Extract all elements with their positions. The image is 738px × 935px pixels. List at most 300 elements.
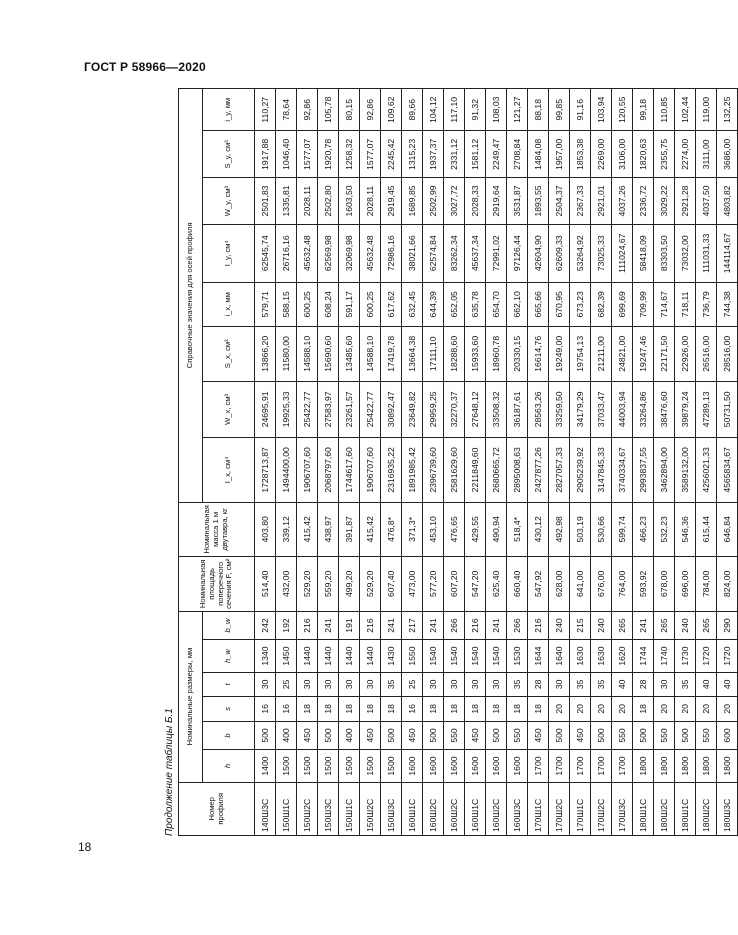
table-cell: 3462894,00 bbox=[654, 438, 675, 502]
table-cell: 1730 bbox=[675, 640, 696, 672]
table-cell: 23649,82 bbox=[402, 381, 423, 438]
table-cell: 1340 bbox=[255, 640, 276, 672]
table-cell: 15690,60 bbox=[318, 327, 339, 381]
table-cell: 1400 bbox=[255, 750, 276, 782]
table-cell: 550 bbox=[612, 721, 633, 750]
table-cell: 500 bbox=[381, 721, 402, 750]
profile-number-cell: 180Ш2С bbox=[654, 782, 675, 835]
table-cell: 216 bbox=[465, 611, 486, 640]
header-hw: h_w bbox=[203, 640, 255, 672]
header-reference: Справочные значения для осей профиля bbox=[179, 89, 203, 503]
table-cell: 1893,55 bbox=[528, 178, 549, 225]
table-cell: 1315,23 bbox=[402, 131, 423, 178]
table-cell: 216 bbox=[528, 611, 549, 640]
table-cell: 241 bbox=[381, 611, 402, 640]
table-cell: 500 bbox=[633, 721, 654, 750]
table-cell: 2249,47 bbox=[486, 131, 507, 178]
profile-number-cell: 160Ш3С bbox=[507, 782, 528, 835]
table-cell: 1603,50 bbox=[339, 178, 360, 225]
table-row bbox=[507, 89, 528, 836]
table-cell: 30 bbox=[444, 672, 465, 696]
table-cell: 14588,10 bbox=[297, 327, 318, 381]
table-cell: 450 bbox=[528, 721, 549, 750]
table-cell: 500 bbox=[318, 721, 339, 750]
table-cell: 24821,00 bbox=[612, 327, 633, 381]
profile-number-cell: 170Ш1С bbox=[528, 782, 549, 835]
table-cell: 99,18 bbox=[633, 89, 654, 132]
table-cell: 1700 bbox=[528, 750, 549, 782]
table-cell: 20 bbox=[591, 697, 612, 721]
table-cell: 80,15 bbox=[339, 89, 360, 132]
table-cell: 240 bbox=[591, 611, 612, 640]
table-cell: 2680665,72 bbox=[486, 438, 507, 502]
table-cell: 500 bbox=[423, 721, 444, 750]
table-cell: 1744 bbox=[633, 640, 654, 672]
table-cell: 111024,67 bbox=[612, 224, 633, 282]
table-cell: 18288,60 bbox=[444, 327, 465, 381]
table-cell: 18 bbox=[423, 697, 444, 721]
table-cell: 1630 bbox=[570, 640, 591, 672]
table-row bbox=[402, 89, 423, 836]
table-cell: 1600 bbox=[402, 750, 423, 782]
table-cell: 784,00 bbox=[696, 557, 717, 611]
profile-number-cell: 150Ш3С bbox=[318, 782, 339, 835]
table-cell: 1720 bbox=[717, 640, 738, 672]
table-cell: 696,00 bbox=[675, 557, 696, 611]
table-cell: 1440 bbox=[339, 640, 360, 672]
header-wx: W_x, см³ bbox=[203, 381, 255, 438]
table-cell: 28563,26 bbox=[528, 381, 549, 438]
table-cell: 1800 bbox=[717, 750, 738, 782]
profile-number-cell: 170Ш3С bbox=[612, 782, 633, 835]
header-iy-moment: I_y, см⁴ bbox=[203, 224, 255, 282]
profile-number-cell: 160Ш2С bbox=[444, 782, 465, 835]
table-cell: 110,27 bbox=[255, 89, 276, 132]
table-cell: 473,00 bbox=[402, 557, 423, 611]
table-cell: 2827057,33 bbox=[549, 438, 570, 502]
table-cell: 18 bbox=[486, 697, 507, 721]
table-body bbox=[255, 89, 738, 836]
table-cell: 1600 bbox=[444, 750, 465, 782]
table-cell: 105,78 bbox=[318, 89, 339, 132]
table-cell: 2068797,60 bbox=[318, 438, 339, 502]
table-cell: 591,17 bbox=[339, 282, 360, 326]
table-cell: 403,80 bbox=[255, 502, 276, 556]
table-cell: 2316935,22 bbox=[381, 438, 402, 502]
table-cell: 19754,13 bbox=[570, 327, 591, 381]
table-cell: 593,92 bbox=[633, 557, 654, 611]
table-cell: 518,4* bbox=[507, 502, 528, 556]
table-row bbox=[444, 89, 465, 836]
table-cell: 682,39 bbox=[591, 282, 612, 326]
table-cell: 2581629,60 bbox=[444, 438, 465, 502]
table-cell: 1581,12 bbox=[465, 131, 486, 178]
table-cell: 709,99 bbox=[633, 282, 654, 326]
table-cell: 1689,85 bbox=[402, 178, 423, 225]
table-cell: 2504,37 bbox=[549, 178, 570, 225]
table-cell: 1500 bbox=[360, 750, 381, 782]
table-cell: 35 bbox=[381, 672, 402, 696]
table-cell: 2919,64 bbox=[486, 178, 507, 225]
table-cell: 240 bbox=[549, 611, 570, 640]
table-cell: 19247,46 bbox=[633, 327, 654, 381]
table-cell: 34179,29 bbox=[570, 381, 591, 438]
table-row bbox=[360, 89, 381, 836]
table-cell: 78,64 bbox=[276, 89, 297, 132]
table-cell: 30 bbox=[423, 672, 444, 696]
table-cell: 27583,97 bbox=[318, 381, 339, 438]
table-cell: 92,86 bbox=[360, 89, 381, 132]
table-cell: 88,18 bbox=[528, 89, 549, 132]
table-cell: 1700 bbox=[570, 750, 591, 782]
table-cell: 371,3* bbox=[402, 502, 423, 556]
table-cell: 265 bbox=[654, 611, 675, 640]
table-cell: 62609,33 bbox=[549, 224, 570, 282]
table-cell: 30 bbox=[654, 672, 675, 696]
table-cell: 242 bbox=[255, 611, 276, 640]
table-cell: 529,20 bbox=[297, 557, 318, 611]
table-cell: 45637,34 bbox=[465, 224, 486, 282]
header-t: t bbox=[203, 672, 255, 696]
table-cell: 1600 bbox=[486, 750, 507, 782]
table-cell: 24695,91 bbox=[255, 381, 276, 438]
table-cell: 450 bbox=[570, 721, 591, 750]
table-cell: 62545,74 bbox=[255, 224, 276, 282]
table-cell: 1046,40 bbox=[276, 131, 297, 178]
table-cell: 92,86 bbox=[297, 89, 318, 132]
table-row bbox=[465, 89, 486, 836]
table-cell: 37033,47 bbox=[591, 381, 612, 438]
table-cell: 1700 bbox=[591, 750, 612, 782]
table-cell: 3147845,33 bbox=[591, 438, 612, 502]
table-cell: 35 bbox=[570, 672, 591, 696]
table-cell: 2336,72 bbox=[633, 178, 654, 225]
header-area: Номинальная площадь поперечного сечения F, см² bbox=[179, 557, 255, 611]
table-cell: 492,98 bbox=[549, 502, 570, 556]
table-cell: 2028,11 bbox=[360, 178, 381, 225]
table-cell: 35 bbox=[591, 672, 612, 696]
table-cell: 503,19 bbox=[570, 502, 591, 556]
table-cell: 13866,20 bbox=[255, 327, 276, 381]
table-cell: 1600 bbox=[423, 750, 444, 782]
table-cell: 72991,02 bbox=[486, 224, 507, 282]
table-cell: 400 bbox=[276, 721, 297, 750]
table-cell: 429,55 bbox=[465, 502, 486, 556]
profile-number-cell: 160Ш1С bbox=[465, 782, 486, 835]
table-cell: 339,12 bbox=[276, 502, 297, 556]
table-cell: 514,40 bbox=[255, 557, 276, 611]
table-cell: 2919,45 bbox=[381, 178, 402, 225]
table-cell: 824,00 bbox=[717, 557, 738, 611]
table-cell: 1484,08 bbox=[528, 131, 549, 178]
table-cell: 109,62 bbox=[381, 89, 402, 132]
table-cell: 3029,22 bbox=[654, 178, 675, 225]
profile-number-cell: 170Ш1С bbox=[570, 782, 591, 835]
table-cell: 30 bbox=[297, 672, 318, 696]
table-cell: 20330,15 bbox=[507, 327, 528, 381]
table-cell: 18 bbox=[465, 697, 486, 721]
table-cell: 18 bbox=[339, 697, 360, 721]
table-cell: 97126,44 bbox=[507, 224, 528, 282]
table-cell: 20 bbox=[696, 697, 717, 721]
table-cell: 546,36 bbox=[675, 502, 696, 556]
table-cell: 17419,78 bbox=[381, 327, 402, 381]
table-cell: 1640 bbox=[549, 640, 570, 672]
table-cell: 2905239,92 bbox=[570, 438, 591, 502]
table-cell: 20 bbox=[675, 697, 696, 721]
header-h: h bbox=[203, 750, 255, 782]
table-cell: 91,32 bbox=[465, 89, 486, 132]
table-cell: 83262,34 bbox=[444, 224, 465, 282]
table-cell: 453,10 bbox=[423, 502, 444, 556]
table-cell: 1630 bbox=[591, 640, 612, 672]
table-cell: 40 bbox=[717, 672, 738, 696]
table-cell: 28 bbox=[633, 672, 654, 696]
table-cell: 665,66 bbox=[528, 282, 549, 326]
table-cell: 1500 bbox=[339, 750, 360, 782]
table-cell: 632,45 bbox=[402, 282, 423, 326]
table-cell: 673,23 bbox=[570, 282, 591, 326]
table-cell: 4037,26 bbox=[612, 178, 633, 225]
table-cell: 35 bbox=[675, 672, 696, 696]
table-cell: 241 bbox=[318, 611, 339, 640]
table-cell: 607,40 bbox=[381, 557, 402, 611]
profile-table bbox=[178, 88, 738, 836]
table-cell: 25 bbox=[402, 672, 423, 696]
table-cell: 20 bbox=[717, 697, 738, 721]
table-cell: 718,11 bbox=[675, 282, 696, 326]
table-cell: 47289,13 bbox=[696, 381, 717, 438]
table-cell: 1440 bbox=[360, 640, 381, 672]
table-cell: 579,71 bbox=[255, 282, 276, 326]
table-cell: 1550 bbox=[402, 640, 423, 672]
table-cell: 33264,86 bbox=[633, 381, 654, 438]
table-cell: 120,55 bbox=[612, 89, 633, 132]
table-cell: 72986,16 bbox=[381, 224, 402, 282]
table-cell: 764,00 bbox=[612, 557, 633, 611]
profile-number-cell: 180Ш1С bbox=[633, 782, 654, 835]
table-cell: 2274,00 bbox=[675, 131, 696, 178]
table-cell: 652,05 bbox=[444, 282, 465, 326]
table-cell: 91,16 bbox=[570, 89, 591, 132]
table-cell: 241 bbox=[633, 611, 654, 640]
table-cell: 32069,98 bbox=[339, 224, 360, 282]
table-cell: 1744617,60 bbox=[339, 438, 360, 502]
table-cell: 18 bbox=[633, 697, 654, 721]
profile-number-cell: 150Ш1С bbox=[339, 782, 360, 835]
table-cell: 1800 bbox=[633, 750, 654, 782]
table-caption: Продолжение таблицы Б.1 bbox=[164, 708, 175, 836]
table-row bbox=[381, 89, 402, 836]
profile-number-cell: 140Ш3С bbox=[255, 782, 276, 835]
table-cell: 600,25 bbox=[297, 282, 318, 326]
profile-number-cell: 150Ш3С bbox=[381, 782, 402, 835]
table-cell: 438,97 bbox=[318, 502, 339, 556]
table-cell: 216 bbox=[297, 611, 318, 640]
table-cell: 2269,00 bbox=[591, 131, 612, 178]
table-cell: 15933,60 bbox=[465, 327, 486, 381]
table-cell: 25 bbox=[276, 672, 297, 696]
document-header: ГОСТ Р 58966—2020 bbox=[84, 60, 206, 74]
table-cell: 50731,50 bbox=[717, 381, 738, 438]
table-cell: 1620 bbox=[612, 640, 633, 672]
table-cell: 119,00 bbox=[696, 89, 717, 132]
table-cell: 1906707,60 bbox=[297, 438, 318, 502]
table-cell: 1540 bbox=[486, 640, 507, 672]
table-cell: 1430 bbox=[381, 640, 402, 672]
table-cell: 4565834,67 bbox=[717, 438, 738, 502]
table-cell: 607,20 bbox=[444, 557, 465, 611]
table-cell: 1700 bbox=[549, 750, 570, 782]
table-cell: 25422,77 bbox=[360, 381, 381, 438]
table-cell: 16 bbox=[255, 697, 276, 721]
table-row bbox=[570, 89, 591, 836]
table-cell: 30 bbox=[549, 672, 570, 696]
header-profile: Номер профиля bbox=[179, 782, 255, 835]
table-cell: 62569,98 bbox=[318, 224, 339, 282]
table-cell: 1600 bbox=[507, 750, 528, 782]
header-ix-moment: I_x, см⁴ bbox=[203, 438, 255, 502]
table-row bbox=[276, 89, 297, 836]
table-cell: 744,38 bbox=[717, 282, 738, 326]
table-cell: 678,00 bbox=[654, 557, 675, 611]
table-cell: 676,00 bbox=[591, 557, 612, 611]
header-iy-radius: i_y, мм bbox=[203, 89, 255, 132]
table-cell: 2396739,60 bbox=[423, 438, 444, 502]
profile-number-cell: 150Ш2С bbox=[360, 782, 381, 835]
table-cell: 215 bbox=[570, 611, 591, 640]
table-cell: 670,95 bbox=[549, 282, 570, 326]
table-cell: 2355,75 bbox=[654, 131, 675, 178]
table-cell: 714,67 bbox=[654, 282, 675, 326]
table-cell: 19249,00 bbox=[549, 327, 570, 381]
table-cell: 38476,60 bbox=[654, 381, 675, 438]
header-s: s bbox=[203, 697, 255, 721]
table-cell: 23261,57 bbox=[339, 381, 360, 438]
header-wy: W_y, см³ bbox=[203, 178, 255, 225]
table-cell: 1853,38 bbox=[570, 131, 591, 178]
rotated-table-block bbox=[164, 88, 732, 836]
table-cell: 35 bbox=[507, 672, 528, 696]
table-cell: 13485,60 bbox=[339, 327, 360, 381]
table-cell: 29959,25 bbox=[423, 381, 444, 438]
table-cell: 599,74 bbox=[612, 502, 633, 556]
table-cell: 99,85 bbox=[549, 89, 570, 132]
table-row bbox=[528, 89, 549, 836]
table-cell: 16 bbox=[276, 697, 297, 721]
table-cell: 117,10 bbox=[444, 89, 465, 132]
table-cell: 36187,61 bbox=[507, 381, 528, 438]
header-mass: Номинальная масса 1 м двутавра, кг bbox=[179, 502, 255, 556]
table-cell: 18 bbox=[444, 697, 465, 721]
table-cell: 1800 bbox=[654, 750, 675, 782]
table-cell: 121,27 bbox=[507, 89, 528, 132]
table-cell: 17111,10 bbox=[423, 327, 444, 381]
table-cell: 192 bbox=[276, 611, 297, 640]
table-cell: 644,39 bbox=[423, 282, 444, 326]
table-cell: 1800 bbox=[675, 750, 696, 782]
table-cell: 450 bbox=[465, 721, 486, 750]
table-cell: 654,70 bbox=[486, 282, 507, 326]
table-cell: 16614,76 bbox=[528, 327, 549, 381]
table-cell: 104,12 bbox=[423, 89, 444, 132]
table-cell: 547,92 bbox=[528, 557, 549, 611]
table-cell: 33259,50 bbox=[549, 381, 570, 438]
table-cell: 18 bbox=[297, 697, 318, 721]
table-cell: 3027,72 bbox=[444, 178, 465, 225]
table-cell: 1728713,87 bbox=[255, 438, 276, 502]
table-cell: 22171,50 bbox=[654, 327, 675, 381]
table-cell: 1540 bbox=[465, 640, 486, 672]
table-cell: 400 bbox=[339, 721, 360, 750]
table-cell: 14588,10 bbox=[360, 327, 381, 381]
profile-number-cell: 180Ш2С bbox=[696, 782, 717, 835]
table-cell: 4256021,33 bbox=[696, 438, 717, 502]
table-cell: 2427877,26 bbox=[528, 438, 549, 502]
table-cell: 1740 bbox=[654, 640, 675, 672]
table-cell: 4037,50 bbox=[696, 178, 717, 225]
table-cell: 110,85 bbox=[654, 89, 675, 132]
table-cell: 500 bbox=[591, 721, 612, 750]
table-cell: 191 bbox=[339, 611, 360, 640]
table-cell: 19925,33 bbox=[276, 381, 297, 438]
table-cell: 30 bbox=[339, 672, 360, 696]
table-cell: 550 bbox=[654, 721, 675, 750]
table-cell: 500 bbox=[675, 721, 696, 750]
table-cell: 1440 bbox=[318, 640, 339, 672]
table-cell: 617,62 bbox=[381, 282, 402, 326]
table-cell: 18 bbox=[381, 697, 402, 721]
table-cell: 20 bbox=[570, 697, 591, 721]
table-cell: 1577,07 bbox=[360, 131, 381, 178]
table-cell: 2211849,60 bbox=[465, 438, 486, 502]
table-cell: 22926,00 bbox=[675, 327, 696, 381]
table-cell: 641,00 bbox=[570, 557, 591, 611]
table-cell: 1540 bbox=[444, 640, 465, 672]
table-cell: 600,25 bbox=[360, 282, 381, 326]
table-row bbox=[423, 89, 444, 836]
table-cell: 530,66 bbox=[591, 502, 612, 556]
table-cell: 500 bbox=[549, 721, 570, 750]
table-cell: 1440 bbox=[297, 640, 318, 672]
table-cell: 2921,28 bbox=[675, 178, 696, 225]
table-cell: 33508,32 bbox=[486, 381, 507, 438]
table-cell: 2501,83 bbox=[255, 178, 276, 225]
profile-number-cell: 170Ш2С bbox=[591, 782, 612, 835]
table-cell: 736,79 bbox=[696, 282, 717, 326]
table-cell: 615,44 bbox=[696, 502, 717, 556]
table-cell: 53264,92 bbox=[570, 224, 591, 282]
table-row bbox=[654, 89, 675, 836]
table-cell: 1957,00 bbox=[549, 131, 570, 178]
table-cell: 13664,38 bbox=[402, 327, 423, 381]
table-cell: 102,44 bbox=[675, 89, 696, 132]
table-cell: 1917,88 bbox=[255, 131, 276, 178]
table-cell: 1500 bbox=[297, 750, 318, 782]
table-cell: 216 bbox=[360, 611, 381, 640]
table-cell: 266 bbox=[507, 611, 528, 640]
table-cell: 2245,42 bbox=[381, 131, 402, 178]
table-cell: 20 bbox=[612, 697, 633, 721]
table-cell: 450 bbox=[297, 721, 318, 750]
table-cell: 40 bbox=[612, 672, 633, 696]
table-cell: 559,20 bbox=[318, 557, 339, 611]
table-cell: 1494400,00 bbox=[276, 438, 297, 502]
table-cell: 1500 bbox=[381, 750, 402, 782]
profile-number-cell: 150Ш2С bbox=[297, 782, 318, 835]
table-cell: 625,40 bbox=[486, 557, 507, 611]
table-cell: 415,42 bbox=[297, 502, 318, 556]
